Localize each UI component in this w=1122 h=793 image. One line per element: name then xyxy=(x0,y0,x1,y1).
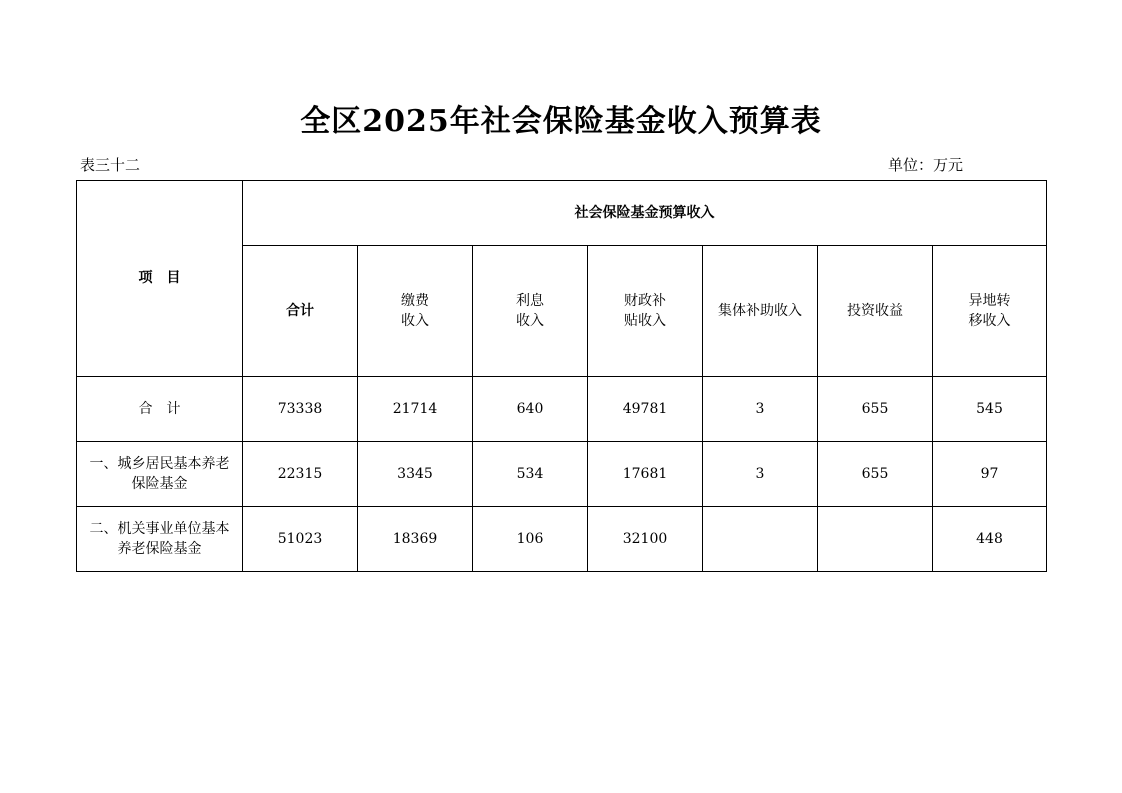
cell-subsidy: 17681 xyxy=(588,442,703,507)
cell-collective: 3 xyxy=(703,377,818,442)
cell-transfer: 545 xyxy=(933,377,1047,442)
row-label xyxy=(77,377,243,442)
group-header: 社会保险基金预算收入 xyxy=(243,181,1047,246)
cell-investment: 655 xyxy=(818,377,933,442)
cell-total: 51023 xyxy=(243,507,358,572)
page-title: 全区2025年社会保险基金收入预算表 xyxy=(300,104,822,139)
cell-contribution: 3345 xyxy=(358,442,473,507)
cell-interest: 640 xyxy=(473,377,588,442)
cell-total: 73338 xyxy=(243,377,358,442)
unit-label: 单位：万元 xyxy=(888,156,964,174)
cell-investment xyxy=(818,507,933,572)
col-header-collective: 集体补助收入 xyxy=(703,246,818,377)
col-header-contribution xyxy=(358,246,473,377)
col-header-contribution-line2: 收入 xyxy=(401,313,429,329)
col-header-subsidy-line1: 财政补 xyxy=(624,292,666,309)
col-header-total: 合计 xyxy=(243,246,358,377)
cell-collective: 3 xyxy=(703,442,818,507)
col-header-subsidy-line2: 贴收入 xyxy=(624,313,666,329)
cell-subsidy: 32100 xyxy=(588,507,703,572)
cell-collective xyxy=(703,507,818,572)
col-header-interest-line1: 利息 xyxy=(516,292,544,309)
table-number: 表三十二 xyxy=(80,156,141,174)
row-label-line1: 二、机关事业单位基本 xyxy=(89,520,230,537)
row-label-line1: 一、城乡居民基本养老 xyxy=(89,455,230,472)
row-label-line2: 养老保险基金 xyxy=(117,541,202,557)
col-header-interest-line2: 收入 xyxy=(516,313,544,329)
cell-interest: 106 xyxy=(473,507,588,572)
cell-contribution: 18369 xyxy=(358,507,473,572)
cell-investment: 655 xyxy=(818,442,933,507)
cell-interest: 534 xyxy=(473,442,588,507)
cell-transfer: 97 xyxy=(933,442,1047,507)
row-label xyxy=(77,507,243,572)
col-header-subsidy xyxy=(588,246,703,377)
table-row xyxy=(77,442,1047,507)
cell-subsidy: 49781 xyxy=(588,377,703,442)
col-header-transfer-line1: 异地转 xyxy=(968,292,1011,309)
col-header-contribution-line1: 缴费 xyxy=(401,292,429,309)
col-header-interest xyxy=(473,246,588,377)
cell-contribution: 21714 xyxy=(358,377,473,442)
row-label xyxy=(77,442,243,507)
col-header-investment: 投资收益 xyxy=(818,246,933,377)
col-header-transfer xyxy=(933,246,1047,377)
row-label-line1: 合 计 xyxy=(138,400,181,417)
row-label-line2: 保险基金 xyxy=(131,476,188,492)
item-header: 项 目 xyxy=(77,181,243,377)
table-row xyxy=(77,507,1047,572)
cell-total: 22315 xyxy=(243,442,358,507)
col-header-transfer-line2: 移收入 xyxy=(968,313,1011,329)
cell-transfer: 448 xyxy=(933,507,1047,572)
budget-table xyxy=(76,180,1047,572)
table-row xyxy=(77,377,1047,442)
